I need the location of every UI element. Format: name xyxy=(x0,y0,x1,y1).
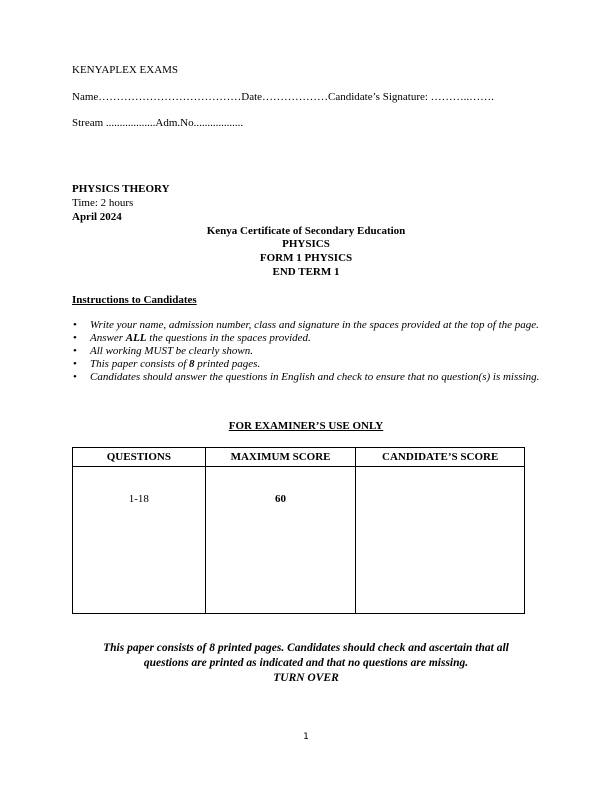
examiner-score-table xyxy=(72,447,525,614)
paper-title: PHYSICS THEORY xyxy=(72,183,170,195)
examiner-use-title: FOR EXAMINER’S USE ONLY xyxy=(228,420,384,432)
column-header-questions: QUESTIONS xyxy=(73,448,206,467)
footer-note xyxy=(72,641,540,686)
instruction-item xyxy=(72,371,542,384)
footer-line: This paper consists of 8 printed pages. Candidates should check and ascertain that all xyxy=(103,642,509,654)
cell-max-score: 60 xyxy=(205,467,356,614)
column-header-max-score: MAXIMUM SCORE xyxy=(205,448,356,467)
footer-line: questions are printed as indicated and that no questions are missing. xyxy=(143,657,469,669)
instruction-emphasis: ALL xyxy=(125,332,147,344)
paper-date: April 2024 xyxy=(72,211,122,223)
instructions-list xyxy=(72,319,542,384)
instruction-text: This paper consists of xyxy=(90,358,190,370)
table-header-row xyxy=(73,448,525,467)
instruction-item xyxy=(72,358,542,371)
instruction-text: All working MUST be clearly shown. xyxy=(90,345,253,357)
cell-candidate-score[interactable] xyxy=(356,467,525,614)
instruction-text: Candidates should answer the questions in English and check to ensure that no question(s) is missing. xyxy=(90,371,540,383)
instruction-text: Answer xyxy=(90,332,126,344)
instruction-item xyxy=(72,319,542,332)
candidate-details-line: Name…………………………………Date………………Candidate’s Signature: ………..……. xyxy=(72,91,494,103)
instruction-text: printed pages. xyxy=(194,358,261,370)
table-row xyxy=(73,467,525,614)
exam-heading-subject: PHYSICS xyxy=(282,238,330,250)
instruction-item xyxy=(72,332,542,345)
exam-heading-form: FORM 1 PHYSICS xyxy=(259,252,353,264)
instruction-item xyxy=(72,345,542,358)
page-number: 1 xyxy=(303,732,309,742)
exam-heading-term: END TERM 1 xyxy=(272,266,340,278)
instruction-emphasis: 8 xyxy=(189,358,195,370)
instructions-title: Instructions to Candidates xyxy=(72,294,197,306)
footer-turn-over: TURN OVER xyxy=(273,672,339,684)
exam-body-name: KENYAPLEX EXAMS xyxy=(72,64,179,76)
instruction-text: Write your name, admission number, class and signature in the spaces provided at the top of the page. xyxy=(90,319,539,331)
column-header-candidate-score: CANDIDATE’S SCORE xyxy=(356,448,525,467)
exam-heading-kcse: Kenya Certificate of Secondary Education xyxy=(206,225,406,237)
instruction-text: the questions in the spaces provided. xyxy=(146,332,311,344)
stream-adm-line: Stream ..................Adm.No.................. xyxy=(72,117,244,129)
paper-time: Time: 2 hours xyxy=(72,197,134,209)
cell-questions: 1-18 xyxy=(73,467,206,614)
